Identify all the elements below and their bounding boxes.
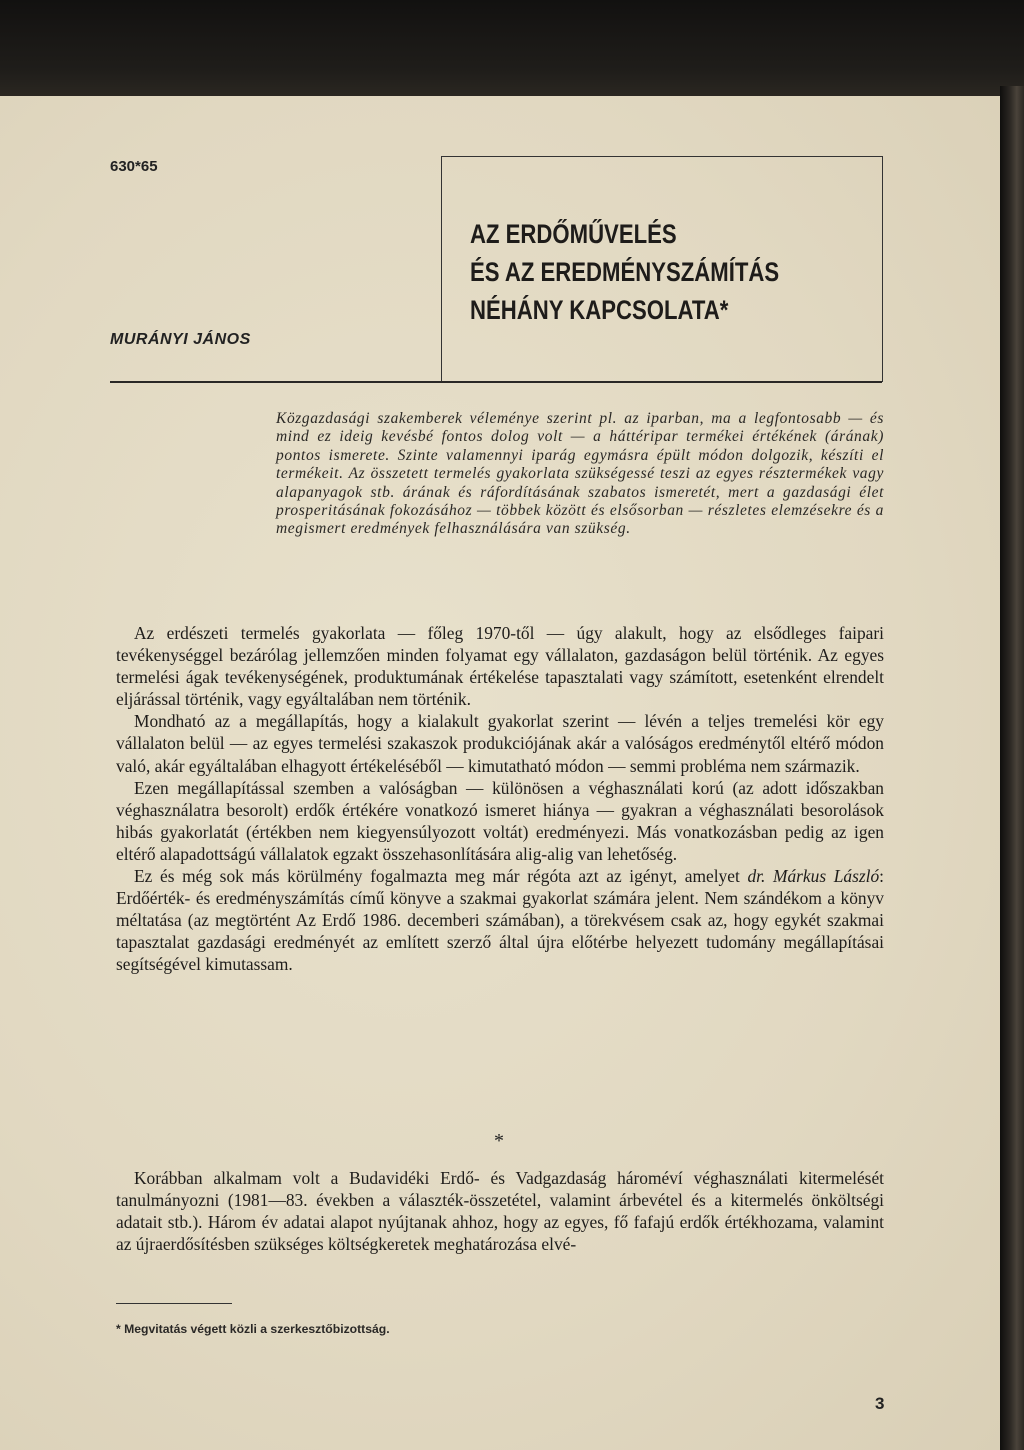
paragraph-4-end: : Erdőérték- és eredményszámítás című könyve a szakmai gyakorlat számára jelent. Nem szándékom a könyv méltatása (az megtörtént Az Erdő 1986. decemberi számában), a törekvésem csak az, hogy egykét szakmai tapasztalat gazdasági eredményét az említett szerző által újra előtérbe helyezett tudomány megállapításai segítségével kimutassam. xyxy=(116,866,884,975)
paragraph-4-start: Ez és még sok más körülmény fogalmazta meg már régóta azt az igényt, amelyet xyxy=(134,866,748,887)
article-author: MURÁNYI JÁNOS xyxy=(110,331,251,348)
abstract-text: Közgazdasági szakemberek véleménye szerint pl. az iparban, ma a legfontosabb — és mind ez ideig kevésbé fontos dolog volt — a háttéripar termékei értékének (árának) pontos ismerete. Szinte valamennyi iparág egymásra épült módon dolgozik, készíti el termékeit. Az összetett termelés gyakorlata szükségessé teszi az egyes résztermékek vagy alapanyagok stb. árának és ráfordításának szabatos ismeretét, mert a gazdasági élet prosperitásának fokozásához — többek között és elsősorban — részletes elemzésekre és a megismert eredmények felhasználására van szükség. xyxy=(276,410,884,538)
scan-background-top xyxy=(0,0,1024,100)
footnote-divider xyxy=(116,1303,232,1304)
body-section-1 xyxy=(116,622,884,976)
article-title xyxy=(470,215,779,329)
header-divider xyxy=(110,381,882,383)
cited-author: dr. Márkus László xyxy=(747,866,880,887)
document-code: 630*65 xyxy=(110,158,158,175)
section-separator: * xyxy=(494,1130,504,1152)
scan-page-edge xyxy=(1000,86,1024,1450)
title-line-1: AZ ERDŐMŰVELÉS xyxy=(470,219,677,249)
footnote: * Megvitatás végett közli a szerkesztőbizottság. xyxy=(116,1322,390,1336)
paragraph-2: Mondható az a megállapítás, hogy a kialakult gyakorlat szerint — lévén a teljes tremelési kör egy vállalaton belül — az egyes termelési szakaszok produkciójának akár a valóságos eredménytől eltérő módon való, akár egyáltalában elhagyott értékeléséből — kimutatható módon — semmi probléma nem származik. xyxy=(116,711,884,776)
body-section-2 xyxy=(116,1167,884,1255)
title-line-2: ÉS AZ EREDMÉNYSZÁMÍTÁS xyxy=(470,257,780,287)
paragraph-4 xyxy=(116,865,884,975)
page-number: 3 xyxy=(875,1394,885,1413)
paragraph-3: Ezen megállapítással szemben a valóságban — különösen a véghasználati korú (az adott időszakban véghasználatra besorolt) erdők értékére vonatkozó ismeret hiánya — gyakran a véghasználati besorolások hibás gyakorlatát (értékben nem kiegyensúlyozott voltát) eredményezi. Más vonatkozásban pedig az igen eltérő alapadottságú vállalatok egzakt összehasonlítására alig-alig van lehetőség. xyxy=(116,777,884,864)
title-line-3: NÉHÁNY KAPCSOLATA* xyxy=(470,295,729,325)
paragraph-1: Az erdészeti termelés gyakorlata — főleg 1970-től — úgy alakult, hogy az elsődleges faipari tevékenységgel bezárólag jellemzően minden folyamat egy vállalaton, gazdaságon belül történik. Az egyes termelési ágak tevékenységének, produktumának értékelése tapasztalati vagy számított, esetenként elrendelt eljárással történik, vagy egyáltalában nem történik. xyxy=(116,623,884,710)
abstract xyxy=(276,410,884,539)
paragraph-5: Korábban alkalmam volt a Budavidéki Erdő- és Vadgazdaság hároméví véghasználati kitermelését tanulmányozni (1981—83. években a választék-összetétel, valamint árbevétel és a kitermelés önköltségi adatait stb.). Három év adatai alapot nyújtanak ahhoz, hogy az egyes, fő fafajú erdők értékhozama, valamint az újraerdősítésben szükséges költségkeretek meghatározása elvé- xyxy=(116,1168,884,1255)
